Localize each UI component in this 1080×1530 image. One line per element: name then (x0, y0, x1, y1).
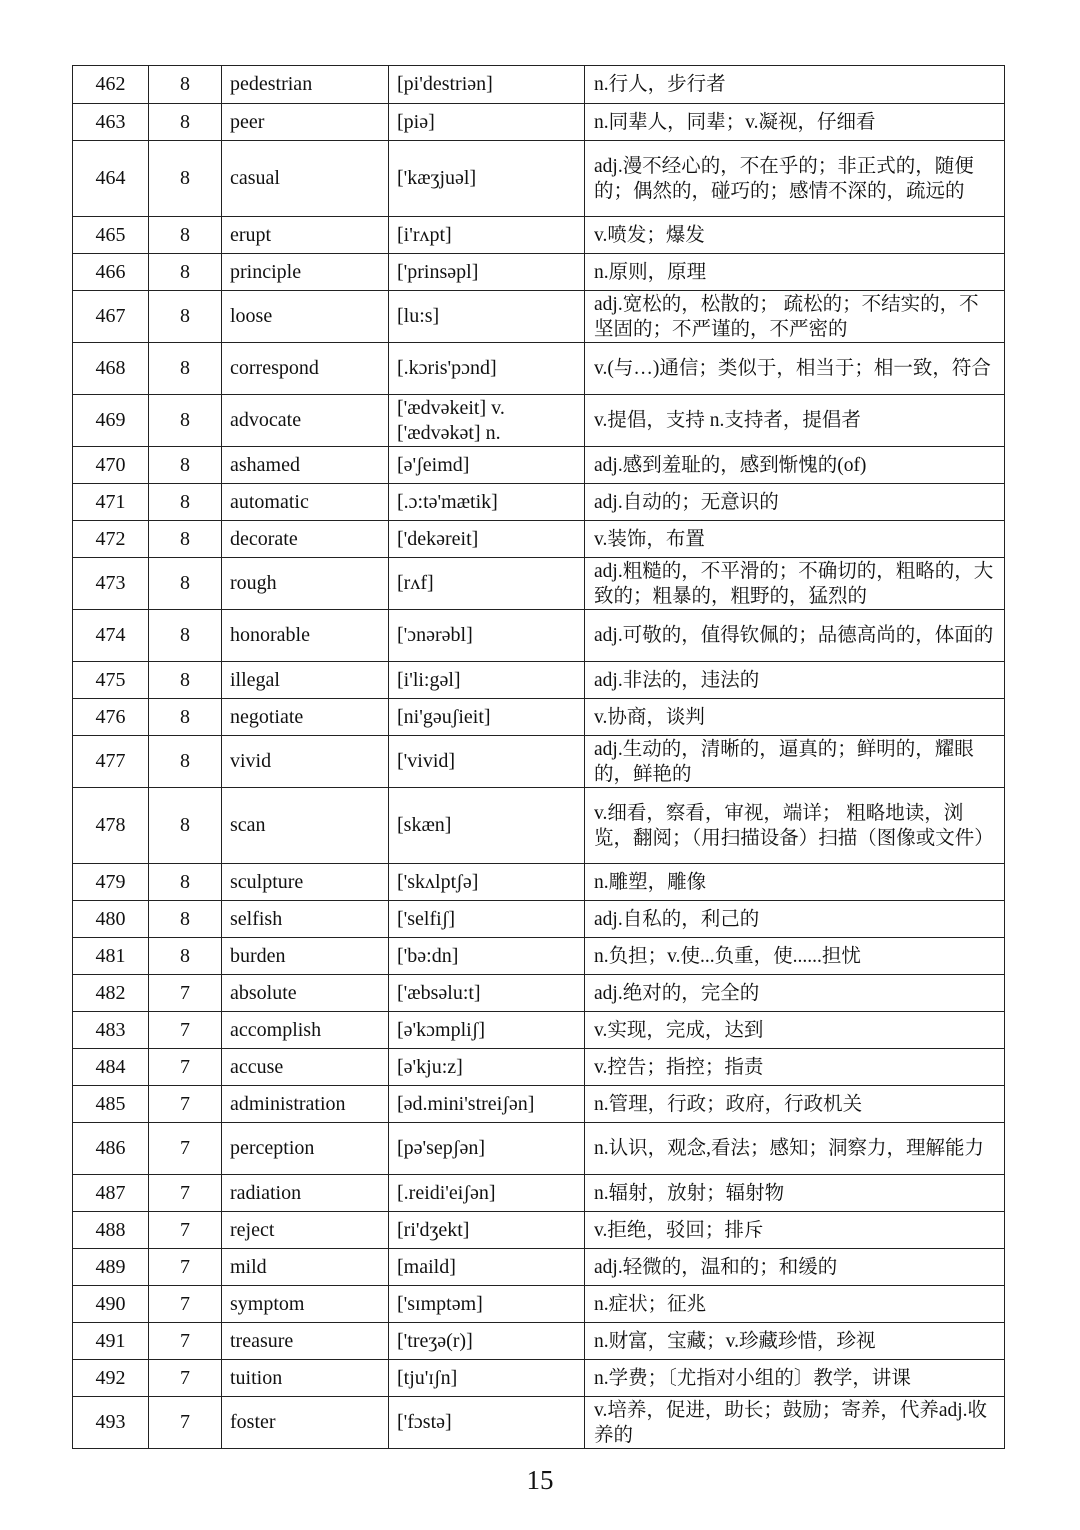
word-frequency: 7 (149, 1049, 222, 1086)
word-frequency: 8 (149, 291, 222, 343)
page-number: 15 (526, 1465, 554, 1495)
table-row (73, 1212, 1005, 1249)
table-row (73, 1286, 1005, 1323)
word-frequency: 8 (149, 610, 222, 662)
table-row (73, 938, 1005, 975)
word-frequency: 8 (149, 558, 222, 610)
word-phonetic: [pə'sepʃən] (389, 1123, 585, 1175)
word-definition: n.行人，步行者 (585, 66, 1005, 104)
word-entry: automatic (222, 484, 389, 521)
word-phonetic: [ə'kɔmpliʃ] (389, 1012, 585, 1049)
word-definition: v.提倡，支持 n.支持者，提倡者 (585, 395, 1005, 447)
word-definition: v.协商，谈判 (585, 699, 1005, 736)
word-number: 462 (73, 66, 149, 104)
table-row (73, 254, 1005, 291)
word-entry: burden (222, 938, 389, 975)
table-row (73, 864, 1005, 901)
table-row (73, 141, 1005, 217)
word-definition: adj.生动的，清晰的，逼真的；鲜明的，耀眼的，鲜艳的 (585, 736, 1005, 788)
vocabulary-table (72, 65, 1005, 1449)
word-number: 493 (73, 1397, 149, 1449)
word-entry: correspond (222, 343, 389, 395)
word-entry: loose (222, 291, 389, 343)
word-definition: v.装饰，布置 (585, 521, 1005, 558)
word-frequency: 7 (149, 1012, 222, 1049)
word-phonetic: [piə] (389, 104, 585, 141)
table-row (73, 66, 1005, 104)
word-entry: mild (222, 1249, 389, 1286)
word-number: 484 (73, 1049, 149, 1086)
word-phonetic: [i'li:gəl] (389, 662, 585, 699)
word-entry: rough (222, 558, 389, 610)
word-definition: adj.粗糙的，不平滑的；不确切的，粗略的，大致的；粗暴的，粗野的，猛烈的 (585, 558, 1005, 610)
word-definition: v.实现，完成，达到 (585, 1012, 1005, 1049)
word-frequency: 7 (149, 1286, 222, 1323)
word-number: 481 (73, 938, 149, 975)
word-number: 489 (73, 1249, 149, 1286)
word-definition: n.同辈人，同辈；v.凝视，仔细看 (585, 104, 1005, 141)
table-row (73, 217, 1005, 254)
word-phonetic: [lu:s] (389, 291, 585, 343)
word-frequency: 8 (149, 901, 222, 938)
word-entry: honorable (222, 610, 389, 662)
word-number: 463 (73, 104, 149, 141)
table-row (73, 291, 1005, 343)
table-row (73, 1397, 1005, 1449)
word-definition: adj.自私的，利己的 (585, 901, 1005, 938)
table-row (73, 521, 1005, 558)
word-number: 487 (73, 1175, 149, 1212)
vocabulary-table-body (73, 66, 1005, 1449)
word-entry: ashamed (222, 447, 389, 484)
word-entry: selfish (222, 901, 389, 938)
word-frequency: 7 (149, 1212, 222, 1249)
word-entry: decorate (222, 521, 389, 558)
word-definition: n.认识，观念,看法；感知；洞察力，理解能力 (585, 1123, 1005, 1175)
word-frequency: 7 (149, 1249, 222, 1286)
word-entry: erupt (222, 217, 389, 254)
table-row (73, 104, 1005, 141)
word-definition: n.财富，宝藏；v.珍藏珍惜，珍视 (585, 1323, 1005, 1360)
word-phonetic: [skæn] (389, 788, 585, 864)
word-number: 477 (73, 736, 149, 788)
word-entry: pedestrian (222, 66, 389, 104)
word-frequency: 8 (149, 662, 222, 699)
word-number: 480 (73, 901, 149, 938)
word-entry: advocate (222, 395, 389, 447)
word-phonetic: ['skʌlptʃə] (389, 864, 585, 901)
word-frequency: 7 (149, 1086, 222, 1123)
word-definition: adj.漫不经心的，不在乎的；非正式的，随便的；偶然的，碰巧的；感情不深的，疏远的 (585, 141, 1005, 217)
table-row (73, 343, 1005, 395)
word-definition: v.喷发；爆发 (585, 217, 1005, 254)
word-number: 492 (73, 1360, 149, 1397)
word-number: 467 (73, 291, 149, 343)
table-row (73, 484, 1005, 521)
word-phonetic: ['kæʒjuəl] (389, 141, 585, 217)
table-row (73, 1123, 1005, 1175)
word-entry: reject (222, 1212, 389, 1249)
word-phonetic: ['treʒə(r)] (389, 1323, 585, 1360)
word-frequency: 7 (149, 1323, 222, 1360)
word-definition: adj.宽松的，松散的； 疏松的；不结实的，不坚固的；不严谨的，不严密的 (585, 291, 1005, 343)
word-phonetic: [i'rʌpt] (389, 217, 585, 254)
word-frequency: 8 (149, 217, 222, 254)
word-phonetic: [ə'kju:z] (389, 1049, 585, 1086)
table-row (73, 1012, 1005, 1049)
word-definition: adj.绝对的，完全的 (585, 975, 1005, 1012)
word-frequency: 8 (149, 66, 222, 104)
word-definition: v.控告；指控；指责 (585, 1049, 1005, 1086)
word-definition: n.症状；征兆 (585, 1286, 1005, 1323)
word-frequency: 8 (149, 736, 222, 788)
word-number: 474 (73, 610, 149, 662)
word-number: 485 (73, 1086, 149, 1123)
word-number: 469 (73, 395, 149, 447)
word-entry: treasure (222, 1323, 389, 1360)
word-number: 464 (73, 141, 149, 217)
word-number: 475 (73, 662, 149, 699)
word-entry: perception (222, 1123, 389, 1175)
word-number: 473 (73, 558, 149, 610)
word-phonetic: [.reidi'eiʃən] (389, 1175, 585, 1212)
word-entry: peer (222, 104, 389, 141)
word-definition: adj.自动的；无意识的 (585, 484, 1005, 521)
table-row (73, 975, 1005, 1012)
word-number: 491 (73, 1323, 149, 1360)
word-definition: adj.非法的，违法的 (585, 662, 1005, 699)
word-frequency: 8 (149, 521, 222, 558)
word-number: 479 (73, 864, 149, 901)
word-entry: principle (222, 254, 389, 291)
word-phonetic: ['fɔstə] (389, 1397, 585, 1449)
word-entry: tuition (222, 1360, 389, 1397)
word-entry: sculpture (222, 864, 389, 901)
word-frequency: 8 (149, 141, 222, 217)
word-number: 465 (73, 217, 149, 254)
table-row (73, 1086, 1005, 1123)
word-number: 471 (73, 484, 149, 521)
table-row (73, 1323, 1005, 1360)
word-frequency: 7 (149, 1397, 222, 1449)
word-entry: administration (222, 1086, 389, 1123)
table-row (73, 1360, 1005, 1397)
word-definition: n.负担；v.使...负重，使......担忧 (585, 938, 1005, 975)
word-phonetic: [əd.mini'streiʃən] (389, 1086, 585, 1123)
word-frequency: 8 (149, 938, 222, 975)
word-definition: n.辐射，放射；辐射物 (585, 1175, 1005, 1212)
word-frequency: 7 (149, 1175, 222, 1212)
word-entry: absolute (222, 975, 389, 1012)
word-definition: v.(与…)通信；类似于，相当于；相一致，符合 (585, 343, 1005, 395)
word-entry: scan (222, 788, 389, 864)
table-row (73, 901, 1005, 938)
word-phonetic: ['sɪmptəm] (389, 1286, 585, 1323)
word-number: 472 (73, 521, 149, 558)
word-phonetic: [maild] (389, 1249, 585, 1286)
word-number: 476 (73, 699, 149, 736)
word-definition: n.学费；〔尤指对小组的〕教学，讲课 (585, 1360, 1005, 1397)
table-row (73, 558, 1005, 610)
word-entry: illegal (222, 662, 389, 699)
table-row (73, 1049, 1005, 1086)
table-row (73, 736, 1005, 788)
word-frequency: 8 (149, 699, 222, 736)
word-entry: accomplish (222, 1012, 389, 1049)
word-number: 490 (73, 1286, 149, 1323)
word-entry: casual (222, 141, 389, 217)
word-number: 488 (73, 1212, 149, 1249)
word-frequency: 7 (149, 1360, 222, 1397)
word-phonetic: [ni'gəuʃieit] (389, 699, 585, 736)
word-phonetic: [tju'ɪʃn] (389, 1360, 585, 1397)
table-row (73, 662, 1005, 699)
word-number: 466 (73, 254, 149, 291)
word-phonetic: ['ɔnərəbl] (389, 610, 585, 662)
word-phonetic: ['vivid] (389, 736, 585, 788)
word-definition: v.细看，察看，审视，端详； 粗略地读，浏览，翻阅；（用扫描设备）扫描（图像或文件） (585, 788, 1005, 864)
word-phonetic: ['ædvəkeit] v. ['ædvəkət] n. (389, 395, 585, 447)
word-phonetic: [ə'ʃeimd] (389, 447, 585, 484)
word-phonetic: ['dekəreit] (389, 521, 585, 558)
table-row (73, 395, 1005, 447)
word-frequency: 7 (149, 975, 222, 1012)
word-phonetic: ['æbsəlu:t] (389, 975, 585, 1012)
word-phonetic: [pi'destriən] (389, 66, 585, 104)
word-number: 478 (73, 788, 149, 864)
word-entry: negotiate (222, 699, 389, 736)
table-row (73, 447, 1005, 484)
word-number: 470 (73, 447, 149, 484)
word-phonetic: [ri'dʒekt] (389, 1212, 585, 1249)
word-definition: v.拒绝，驳回；排斥 (585, 1212, 1005, 1249)
word-frequency: 8 (149, 864, 222, 901)
word-definition: adj.可敬的，值得钦佩的；品德高尚的，体面的 (585, 610, 1005, 662)
word-frequency: 8 (149, 395, 222, 447)
word-entry: vivid (222, 736, 389, 788)
word-frequency: 8 (149, 484, 222, 521)
table-row (73, 1249, 1005, 1286)
word-phonetic: [.kɔris'pɔnd] (389, 343, 585, 395)
word-frequency: 8 (149, 788, 222, 864)
word-definition: adj.轻微的，温和的；和缓的 (585, 1249, 1005, 1286)
word-definition: n.管理，行政；政府，行政机关 (585, 1086, 1005, 1123)
table-row (73, 699, 1005, 736)
word-frequency: 7 (149, 1123, 222, 1175)
word-number: 486 (73, 1123, 149, 1175)
word-frequency: 8 (149, 343, 222, 395)
word-entry: symptom (222, 1286, 389, 1323)
word-frequency: 8 (149, 104, 222, 141)
word-phonetic: ['selfiʃ] (389, 901, 585, 938)
word-phonetic: [rʌf] (389, 558, 585, 610)
word-frequency: 8 (149, 254, 222, 291)
word-entry: accuse (222, 1049, 389, 1086)
word-definition: n.雕塑，雕像 (585, 864, 1005, 901)
table-row (73, 610, 1005, 662)
table-row (73, 1175, 1005, 1212)
word-entry: radiation (222, 1175, 389, 1212)
word-definition: n.原则，原理 (585, 254, 1005, 291)
word-number: 482 (73, 975, 149, 1012)
word-frequency: 8 (149, 447, 222, 484)
word-entry: foster (222, 1397, 389, 1449)
table-row (73, 788, 1005, 864)
word-number: 468 (73, 343, 149, 395)
word-phonetic: ['prinsəpl] (389, 254, 585, 291)
word-phonetic: [.ɔ:tə'mætik] (389, 484, 585, 521)
word-phonetic: ['bə:dn] (389, 938, 585, 975)
word-definition: v.培养，促进，助长；鼓励；寄养，代养adj.收养的 (585, 1397, 1005, 1449)
word-number: 483 (73, 1012, 149, 1049)
word-definition: adj.感到羞耻的，感到惭愧的(of) (585, 447, 1005, 484)
